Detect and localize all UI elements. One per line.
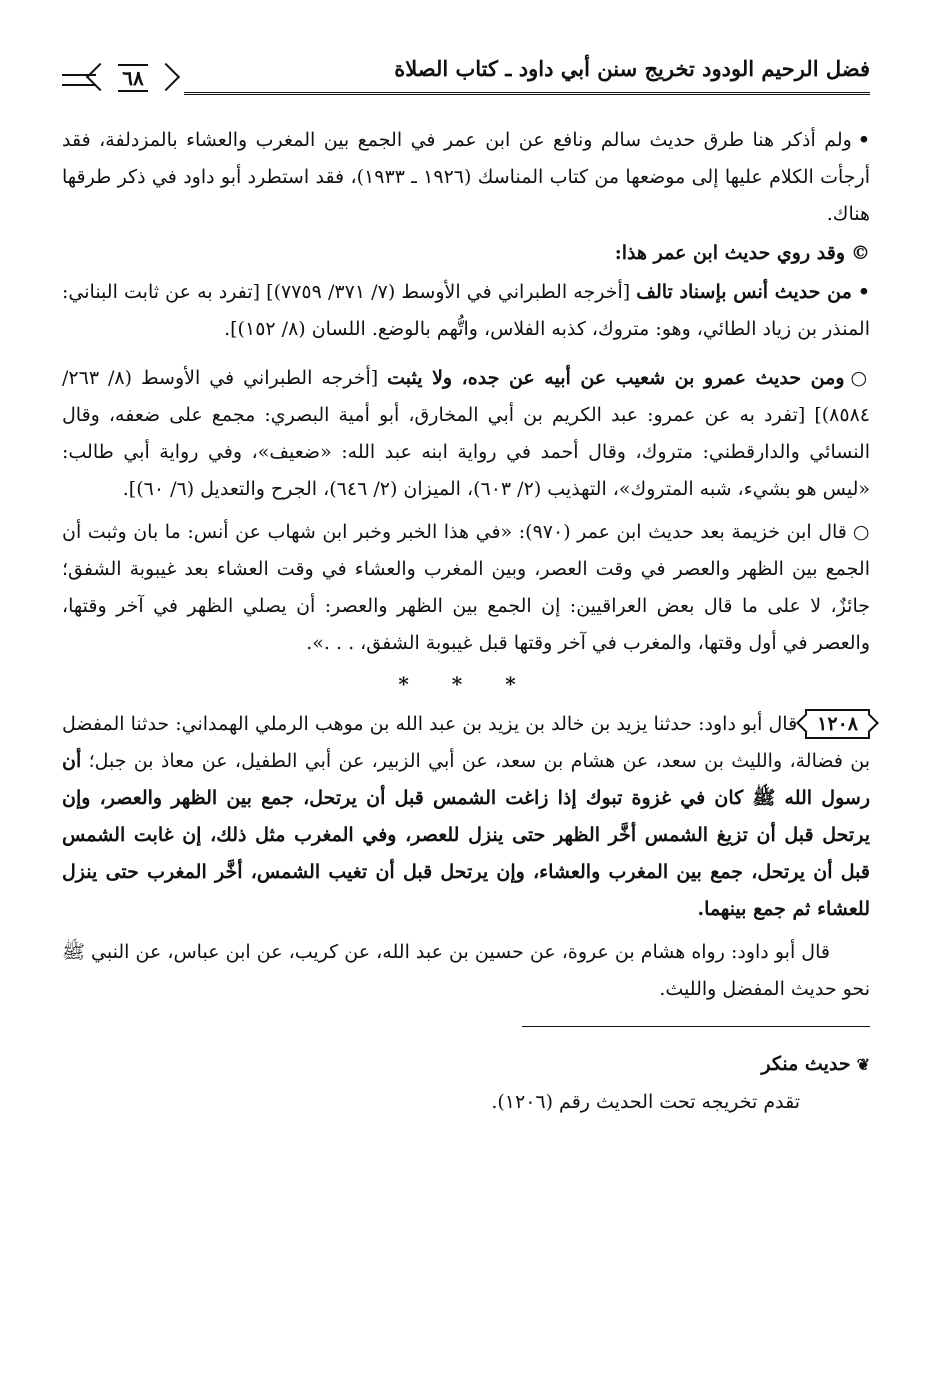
paragraph-5 [62,514,870,662]
paragraph-lead: من حديث أنس بإسناد تالف [636,281,852,303]
page-header [62,52,870,100]
paragraph-text: ولم أذكر هنا طرق حديث سالم ونافع عن ابن عمر في الجمع بين المغرب والعشاء بالمزدلفة، فقد أرجأت الكلام عليها إلى موضعها من كتاب المناسك (١٩٢٦ ـ ١٩٣٣)، فقد استطرد أبو داود في ذكر طرقها هناك. [62,129,870,225]
paragraph-4 [62,360,870,508]
book-page [62,52,870,1122]
section-separator: * * * [398,672,534,696]
paragraph-3 [62,274,870,348]
section-marker: © [851,242,870,264]
page-number: ٦٨ [118,64,147,92]
hadith-number: ١٢٠٨ [805,709,870,739]
hadith-note [62,934,870,1008]
bullet-marker: • [857,281,870,303]
circle-marker: ○ [850,367,870,389]
hadith-isnad: قال أبو داود: حدثنا يزيد بن خالد بن يزيد بن عبد الله بن موهب الرملي الهمداني: حدثنا المفضل بن فضالة، والليث بن سعد، عن هشام بن سعد، عن أبي الزبير، عن أبي الطفيل، عن معاذ بن جبل؛ [62,713,870,772]
bullet-marker: • [857,129,870,151]
hadith-matn: أن رسول الله ﷺ كان في غزوة تبوك إذا زاغت الشمس قبل أن يرتحل، جمع بين الظهر والعصر، وإن يرتحل قبل أن تزيغ الشمس أخَّر الظهر حتى ينزل للعصر، وفي المغرب مثل ذلك، إن غابت الشمس قبل أن يرتحل، جمع بين المغرب والعشاء، وإن يرتحل قبل أن تغيب الشمس، أخَّر المغرب حتى ينزل للعشاء ثم جمع بينهما. [62,750,870,920]
circle-marker: ○ [852,521,870,543]
ornament-icon: ❦ [856,1055,870,1074]
paragraph-text: وقد روي حديث ابن عمر هذا: [614,242,845,264]
hadith-note-text: قال أبو داود: رواه هشام بن عروة، عن حسين بن عبد الله، عن كريب، عن ابن عباس، عن النبي ﷺ نحو حديث المفضل والليث. [62,941,870,1000]
page-number-badge [96,64,170,92]
running-title: فضل الرحيم الودود تخريج سنن أبي داود ـ كتاب الصلاة [394,56,870,81]
hadith-block [62,706,870,928]
paragraph-text: [أخرجه الطبراني في الأوسط (٨/ ٢٦٣/ ٨٥٨٤)] [تفرد به عن عمرو: عبد الكريم بن أبي المخارق، أبو أمية البصري: مجمع على ضعفه، وقال النسائي والدارقطني: متروك، وقال أحمد في رواية ابنه عبد الله: «ضعيف»، وفي رواية أبي طالب: «ليس هو بشيء، شبه المتروك»، التهذيب (٢/ ٦٠٣)، الميزان (٢/ ٦٤٦)، الجرح والتعديل (٦/ ٦٠)]. [62,367,870,500]
footnote: تقدم تخريجه تحت الحديث رقم (١٢٠٦). [491,1091,800,1113]
footnote-rule [522,1026,870,1027]
paragraph-text: [أخرجه الطبراني في الأوسط (٧/ ٣٧١/ ٧٧٥٩)] [تفرد به عن ثابت البناني: المنذر بن زياد الطائي، وهو: متروك، كذبه الفلاس، واتُّهم بالوضع. اللسان (٨/ ١٥٢)]. [62,281,870,340]
paragraph-1 [62,122,870,233]
paragraph-text: قال ابن خزيمة بعد حديث ابن عمر (٩٧٠): «في هذا الخبر وخبر ابن شهاب عن أنس: ما بان وثبت أن الجمع بين الظهر والعصر في وقت العصر، وبين المغرب والعشاء في وقت العشاء بعد غيبوبة الشفق؛ جائزٌ، لا على ما قال بعض العراقيين: إن الجمع بين الظهر والعصر: أن يصلي الظهر في آخر وقتها، والعصر في أول وقتها، والمغرب في آخر وقتها قبل غيبوبة الشفق، . . .». [62,521,870,654]
header-ornament-lines [62,74,96,86]
header-rule [184,92,870,95]
paragraph-lead: ومن حديث عمرو بن شعيب عن أبيه عن جده، ولا يثبت [387,367,845,389]
paragraph-2 [62,235,870,272]
verdict [62,1047,870,1082]
verdict-text: حديث منكر [761,1053,851,1075]
